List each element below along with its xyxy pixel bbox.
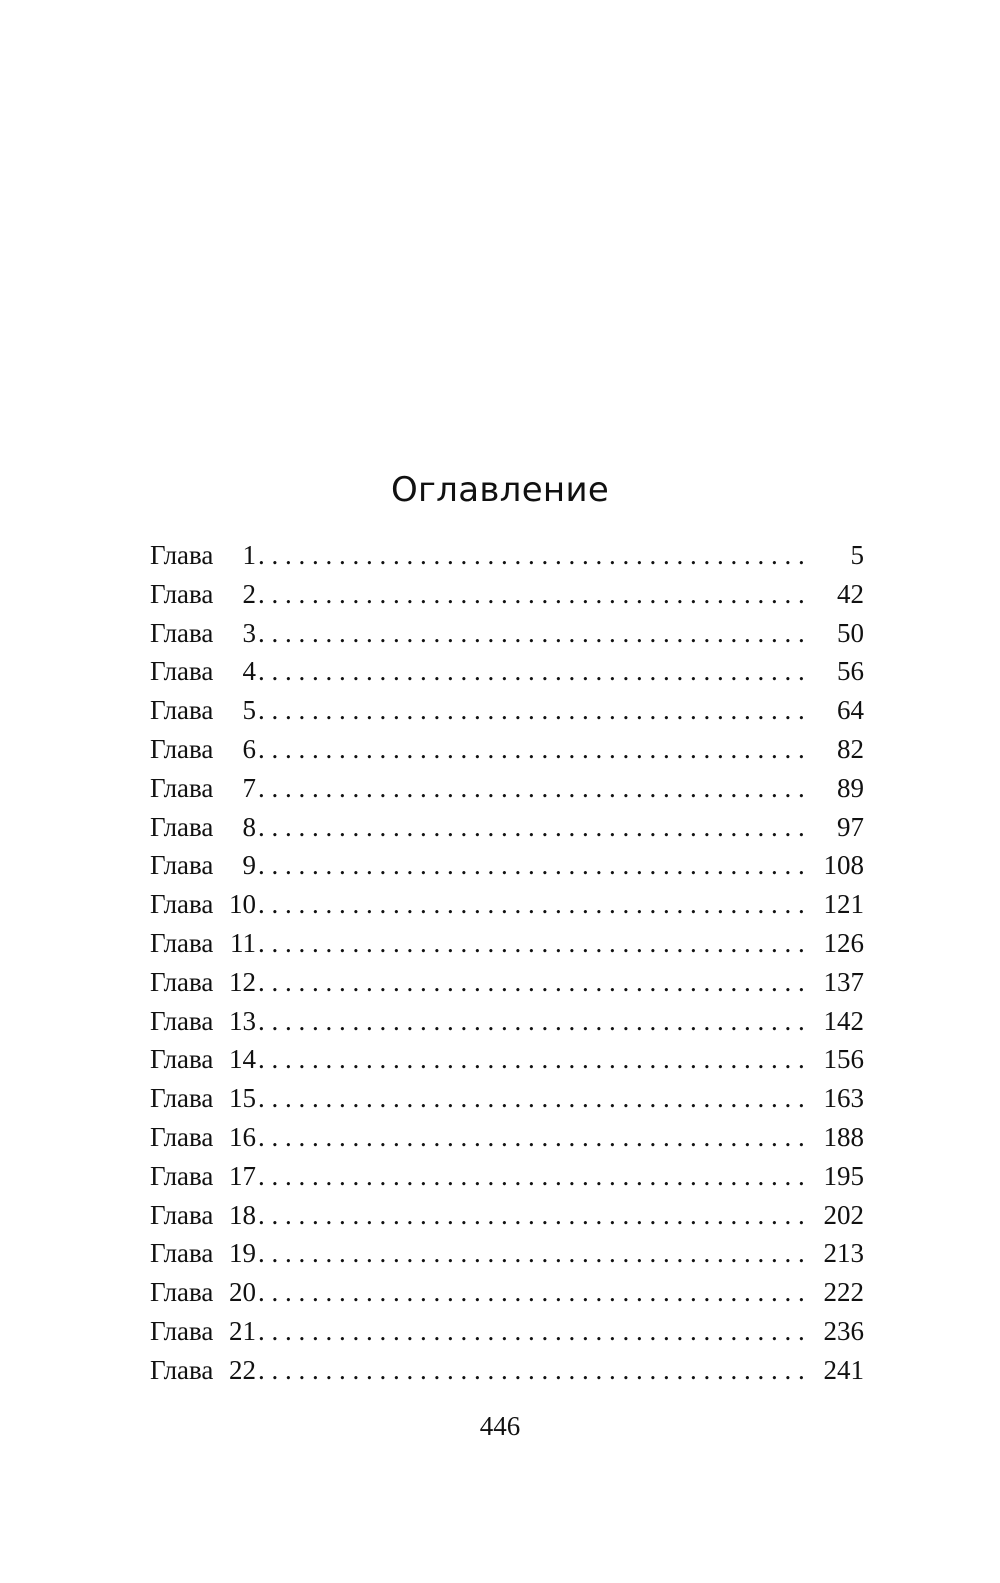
toc-dot-leader: [258, 1118, 812, 1157]
toc-entry-chapter-number: 11: [230, 927, 256, 958]
page-title: Оглавление: [390, 470, 610, 510]
toc-dot-leader: [258, 536, 812, 575]
toc-entry-page-number: 97: [837, 811, 864, 842]
toc-dot-leader: [258, 769, 812, 808]
toc-entry-chapter-number: 13: [229, 1005, 256, 1036]
toc-entry-page-number: 163: [823, 1083, 864, 1114]
toc-dot-leader: [258, 808, 812, 847]
toc-entry-page-number: 137: [823, 966, 864, 997]
toc-entry-page-number: 89: [837, 772, 864, 803]
toc-dot-leader: [258, 730, 812, 769]
toc-entry-page-number: 195: [823, 1160, 864, 1191]
toc-dot-leader: [258, 652, 812, 691]
toc-entry-chapter-number: 2: [242, 578, 256, 609]
toc-entry-page-number: 222: [823, 1277, 864, 1308]
toc-entry-page-number: 50: [837, 617, 864, 648]
toc-entry: [150, 1002, 864, 1041]
toc-entry-word: Глава: [150, 1083, 214, 1114]
toc-dot-leader: [258, 846, 812, 885]
toc-entry-chapter-number: 21: [229, 1315, 256, 1346]
toc-entry-page-number: 142: [823, 1005, 864, 1036]
toc-entry-word: Глава: [150, 695, 214, 726]
toc-entry-word: Глава: [150, 850, 214, 881]
toc-entry: [150, 924, 864, 963]
table-of-contents: [150, 536, 864, 1390]
toc-entry-page-number: 188: [823, 1121, 864, 1152]
toc-entry-word: Глава: [150, 1005, 214, 1036]
toc-entry: [150, 730, 864, 769]
toc-entry-label: [150, 1079, 256, 1118]
toc-entry-word: Глава: [150, 966, 214, 997]
toc-entry-word: Глава: [150, 1121, 214, 1152]
toc-entry-label: [150, 536, 256, 575]
toc-entry-label: [150, 652, 256, 691]
toc-dot-leader: [258, 963, 812, 1002]
toc-dot-leader: [258, 1196, 812, 1235]
toc-dot-leader: [258, 1234, 812, 1273]
toc-entry-label: [150, 769, 256, 808]
toc-entry-word: Глава: [150, 1277, 214, 1308]
toc-entry-label: [150, 1234, 256, 1273]
toc-entry: [150, 1040, 864, 1079]
toc-entry-word: Глава: [150, 927, 214, 958]
toc-entry: [150, 1273, 864, 1312]
toc-entry-label: [150, 846, 256, 885]
toc-entry-label: [150, 1312, 256, 1351]
toc-entry: [150, 963, 864, 1002]
toc-entry-word: Глава: [150, 1160, 214, 1191]
toc-entry-page-number: 5: [850, 540, 864, 570]
toc-entry-label: [150, 808, 256, 847]
toc-entry-chapter-number: 1: [242, 540, 256, 570]
toc-entry-chapter-number: 22: [229, 1354, 256, 1385]
toc-entry: [150, 769, 864, 808]
toc-entry-chapter-number: 15: [229, 1083, 256, 1114]
toc-entry-word: Глава: [150, 1199, 214, 1230]
toc-dot-leader: [258, 1157, 812, 1196]
toc-entry-label: [150, 614, 256, 653]
toc-entry-chapter-number: 8: [242, 811, 256, 842]
toc-entry-word: Глава: [150, 1238, 214, 1269]
toc-entry: [150, 808, 864, 847]
toc-entry-word: Глава: [150, 1315, 214, 1346]
toc-entry-page-number: 156: [823, 1044, 864, 1075]
toc-entry-chapter-number: 6: [242, 733, 256, 764]
toc-entry-page-number: 108: [823, 850, 864, 881]
toc-entry: [150, 1351, 864, 1390]
toc-dot-leader: [258, 614, 812, 653]
toc-entry-word: Глава: [150, 656, 214, 687]
toc-entry: [150, 614, 864, 653]
toc-entry-word: Глава: [150, 578, 214, 609]
toc-entry: [150, 575, 864, 614]
toc-entry: [150, 652, 864, 691]
toc-dot-leader: [258, 691, 812, 730]
toc-entry-page-number: 202: [823, 1199, 864, 1230]
toc-entry-label: [150, 1040, 256, 1079]
toc-entry-label: [150, 1118, 256, 1157]
toc-entry-label: [150, 730, 256, 769]
toc-entry-label: [150, 885, 256, 924]
toc-entry-page-number: 121: [823, 889, 864, 920]
toc-entry-chapter-number: 17: [229, 1160, 256, 1191]
toc-entry-page-number: 56: [837, 656, 864, 687]
toc-entry: [150, 1118, 864, 1157]
toc-entry-label: [150, 691, 256, 730]
toc-entry-chapter-number: 4: [242, 656, 256, 687]
toc-entry: [150, 691, 864, 730]
toc-dot-leader: [258, 885, 812, 924]
toc-entry-chapter-number: 10: [229, 889, 256, 920]
toc-entry-word: Глава: [150, 889, 214, 920]
toc-dot-leader: [258, 1312, 812, 1351]
toc-entry-chapter-number: 3: [242, 617, 256, 648]
page-number: 446: [479, 1411, 521, 1441]
toc-entry: [150, 536, 864, 575]
toc-entry-word: Глава: [150, 733, 214, 764]
toc-dot-leader: [258, 1351, 812, 1390]
toc-entry-label: [150, 1157, 256, 1196]
toc-entry: [150, 1312, 864, 1351]
toc-entry-label: [150, 963, 256, 1002]
toc-dot-leader: [258, 1040, 812, 1079]
toc-entry: [150, 1079, 864, 1118]
toc-entry-word: Глава: [150, 772, 214, 803]
toc-entry-word: Глава: [150, 540, 214, 570]
toc-entry: [150, 1196, 864, 1235]
toc-entry-page-number: 42: [837, 578, 864, 609]
toc-entry: [150, 1157, 864, 1196]
toc-dot-leader: [258, 1079, 812, 1118]
toc-entry-word: Глава: [150, 1354, 214, 1385]
toc-entry-label: [150, 1196, 256, 1235]
toc-entry-chapter-number: 12: [229, 966, 256, 997]
toc-dot-leader: [258, 924, 812, 963]
toc-entry-page-number: 82: [837, 733, 864, 764]
toc-entry-chapter-number: 18: [229, 1199, 256, 1230]
toc-entry-page-number: 236: [823, 1315, 864, 1346]
toc-entry-label: [150, 575, 256, 614]
toc-entry-label: [150, 1273, 256, 1312]
toc-entry-chapter-number: 19: [229, 1238, 256, 1269]
toc-entry: [150, 885, 864, 924]
toc-dot-leader: [258, 1273, 812, 1312]
toc-entry: [150, 846, 864, 885]
toc-entry-page-number: 64: [837, 695, 864, 726]
toc-dot-leader: [258, 575, 812, 614]
toc-entry-chapter-number: 5: [242, 695, 256, 726]
toc-entry-label: [150, 924, 256, 963]
toc-entry-page-number: 213: [823, 1238, 864, 1269]
toc-entry-chapter-number: 9: [242, 850, 256, 881]
toc-entry-word: Глава: [150, 1044, 214, 1075]
toc-entry-word: Глава: [150, 617, 214, 648]
toc-dot-leader: [258, 1002, 812, 1041]
toc-entry-page-number: 126: [823, 927, 864, 958]
toc-entry-word: Глава: [150, 811, 214, 842]
toc-entry: [150, 1234, 864, 1273]
toc-entry-chapter-number: 20: [229, 1277, 256, 1308]
toc-entry-chapter-number: 7: [242, 772, 256, 803]
toc-entry-label: [150, 1351, 256, 1390]
toc-entry-page-number: 241: [823, 1354, 864, 1385]
toc-entry-chapter-number: 14: [229, 1044, 256, 1075]
toc-entry-label: [150, 1002, 256, 1041]
toc-entry-chapter-number: 16: [229, 1121, 256, 1152]
